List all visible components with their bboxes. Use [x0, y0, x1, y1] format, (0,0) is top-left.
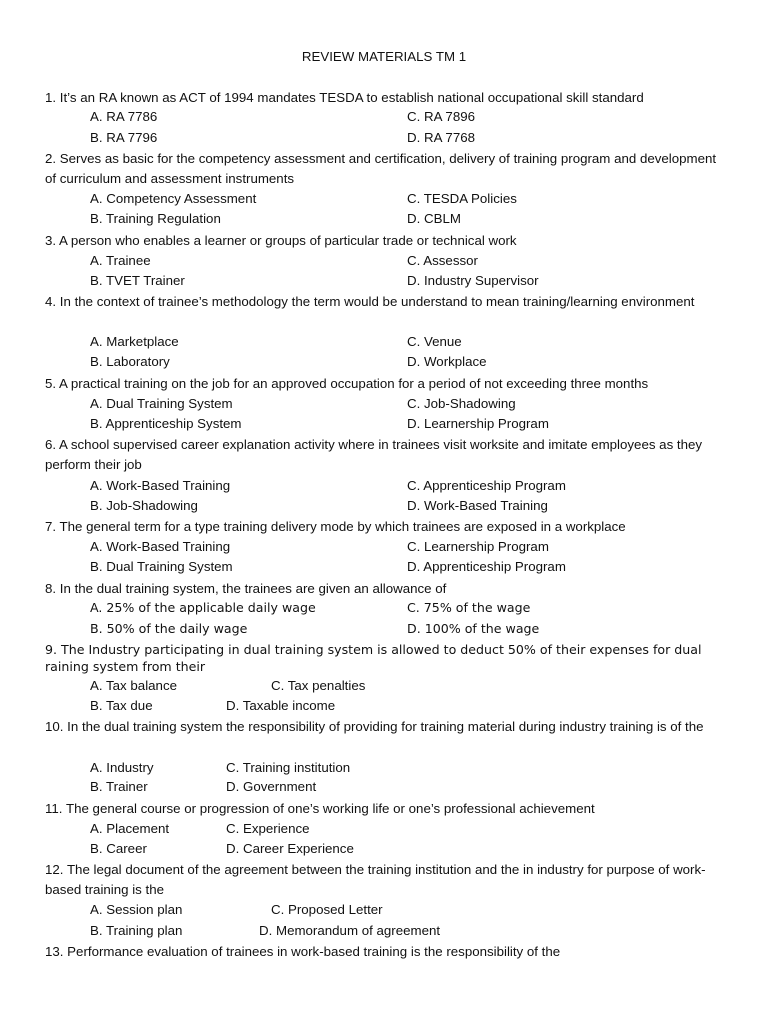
q10-option-b: B. Trainer [90, 779, 148, 794]
q5-option-b: B. Apprenticeship System [90, 416, 242, 431]
q1-option-c: C. RA 7896 [407, 109, 476, 124]
q8-option-d: D. 100% of the wage [407, 621, 540, 636]
q7-option-d: D. Apprenticeship Program [407, 559, 566, 574]
question-2-text: 2. Serves as basic for the competency assessment and certification, delivery of training program and development of curriculum and assessment instruments [45, 151, 717, 187]
q12-option-b: B. Training plan [90, 923, 183, 938]
question-11-text: 11. The general course or progression of one’s working life or one’s professional achievement [45, 801, 595, 816]
q10-option-a: A. Industry [90, 760, 154, 775]
q2-option-b: B. Training Regulation [90, 211, 221, 226]
q3-option-d: D. Industry Supervisor [407, 273, 539, 288]
document-title: REVIEW MATERIALS TM 1 [301, 49, 467, 64]
q12-option-d: D. Memorandum of agreement [259, 923, 441, 938]
q5-option-d: D. Learnership Program [407, 416, 549, 431]
question-6-text: 6. A school supervised career explanation activity where in trainees visit worksite and imitate employees as they perform their job [45, 437, 703, 473]
question-7-text: 7. The general term for a type training delivery mode by which trainees are exposed in a workplace [45, 519, 626, 534]
q2-option-d: D. CBLM [407, 211, 461, 226]
q3-option-b: B. TVET Trainer [90, 273, 185, 288]
q9-option-c: C. Tax penalties [271, 678, 366, 693]
q6-option-b: B. Job-Shadowing [90, 498, 198, 513]
q9-option-b: B. Tax due [90, 698, 153, 713]
q7-option-a: A. Work-Based Training [90, 539, 231, 554]
q1-option-a: A. RA 7786 [90, 109, 158, 124]
q4-option-a: A. Marketplace [90, 334, 179, 349]
question-9-text: 9. The Industry participating in dual training system is allowed to deduct 50% of their expenses for dual raining system from their [45, 642, 702, 674]
q3-option-a: A. Trainee [90, 253, 151, 268]
q6-option-d: D. Work-Based Training [407, 498, 548, 513]
question-8-text: 8. In the dual training system, the trainees are given an allowance of [45, 581, 447, 596]
q8-option-b: B. 50% of the daily wage [90, 621, 248, 636]
q10-option-d: D. Government [226, 779, 317, 794]
q3-option-c: C. Assessor [407, 253, 478, 268]
question-4-text: 4. In the context of trainee’s methodology the term would be understand to mean training/learning environment [45, 294, 695, 309]
question-12-text: 12. The legal document of the agreement between the training institution and the in industry for purpose of work-based training is the [45, 862, 706, 898]
q12-option-a: A. Session plan [90, 902, 183, 917]
q1-option-b: B. RA 7796 [90, 130, 158, 145]
question-3-text: 3. A person who enables a learner or groups of particular trade or technical work [45, 233, 517, 248]
q2-option-a: A. Competency Assessment [90, 191, 257, 206]
q11-option-a: A. Placement [90, 821, 170, 836]
q7-option-c: C. Learnership Program [407, 539, 549, 554]
q2-option-c: C. TESDA Policies [407, 191, 517, 206]
q8-option-c: C. 75% of the wage [407, 600, 531, 615]
q12-option-c: C. Proposed Letter [271, 902, 383, 917]
q6-option-a: A. Work-Based Training [90, 478, 231, 493]
question-1-text: 1. It’s an RA known as ACT of 1994 mandates TESDA to establish national occupational skill standard [45, 90, 644, 105]
q5-option-a: A. Dual Training System [90, 396, 233, 411]
question-10-text: 10. In the dual training system the responsibility of providing for training material during industry training is of the [45, 719, 704, 734]
q8-option-a: A. 25% of the applicable daily wage [90, 600, 316, 615]
q9-option-a: A. Tax balance [90, 678, 177, 693]
question-13-text: 13. Performance evaluation of trainees in work-based training is the responsibility of the [45, 944, 561, 959]
q4-option-c: C. Venue [407, 334, 462, 349]
q11-option-b: B. Career [90, 841, 147, 856]
q9-option-d: D. Taxable income [226, 698, 336, 713]
question-5-text: 5. A practical training on the job for an approved occupation for a period of not exceeding three months [45, 376, 649, 391]
q11-option-c: C. Experience [226, 821, 310, 836]
q4-option-d: D. Workplace [407, 354, 487, 369]
q6-option-c: C. Apprenticeship Program [407, 478, 566, 493]
q4-option-b: B. Laboratory [90, 354, 170, 369]
q11-option-d: D. Career Experience [226, 841, 354, 856]
q5-option-c: C. Job-Shadowing [407, 396, 516, 411]
q1-option-d: D. RA 7768 [407, 130, 476, 145]
q10-option-c: C. Training institution [226, 760, 351, 775]
q7-option-b: B. Dual Training System [90, 559, 233, 574]
